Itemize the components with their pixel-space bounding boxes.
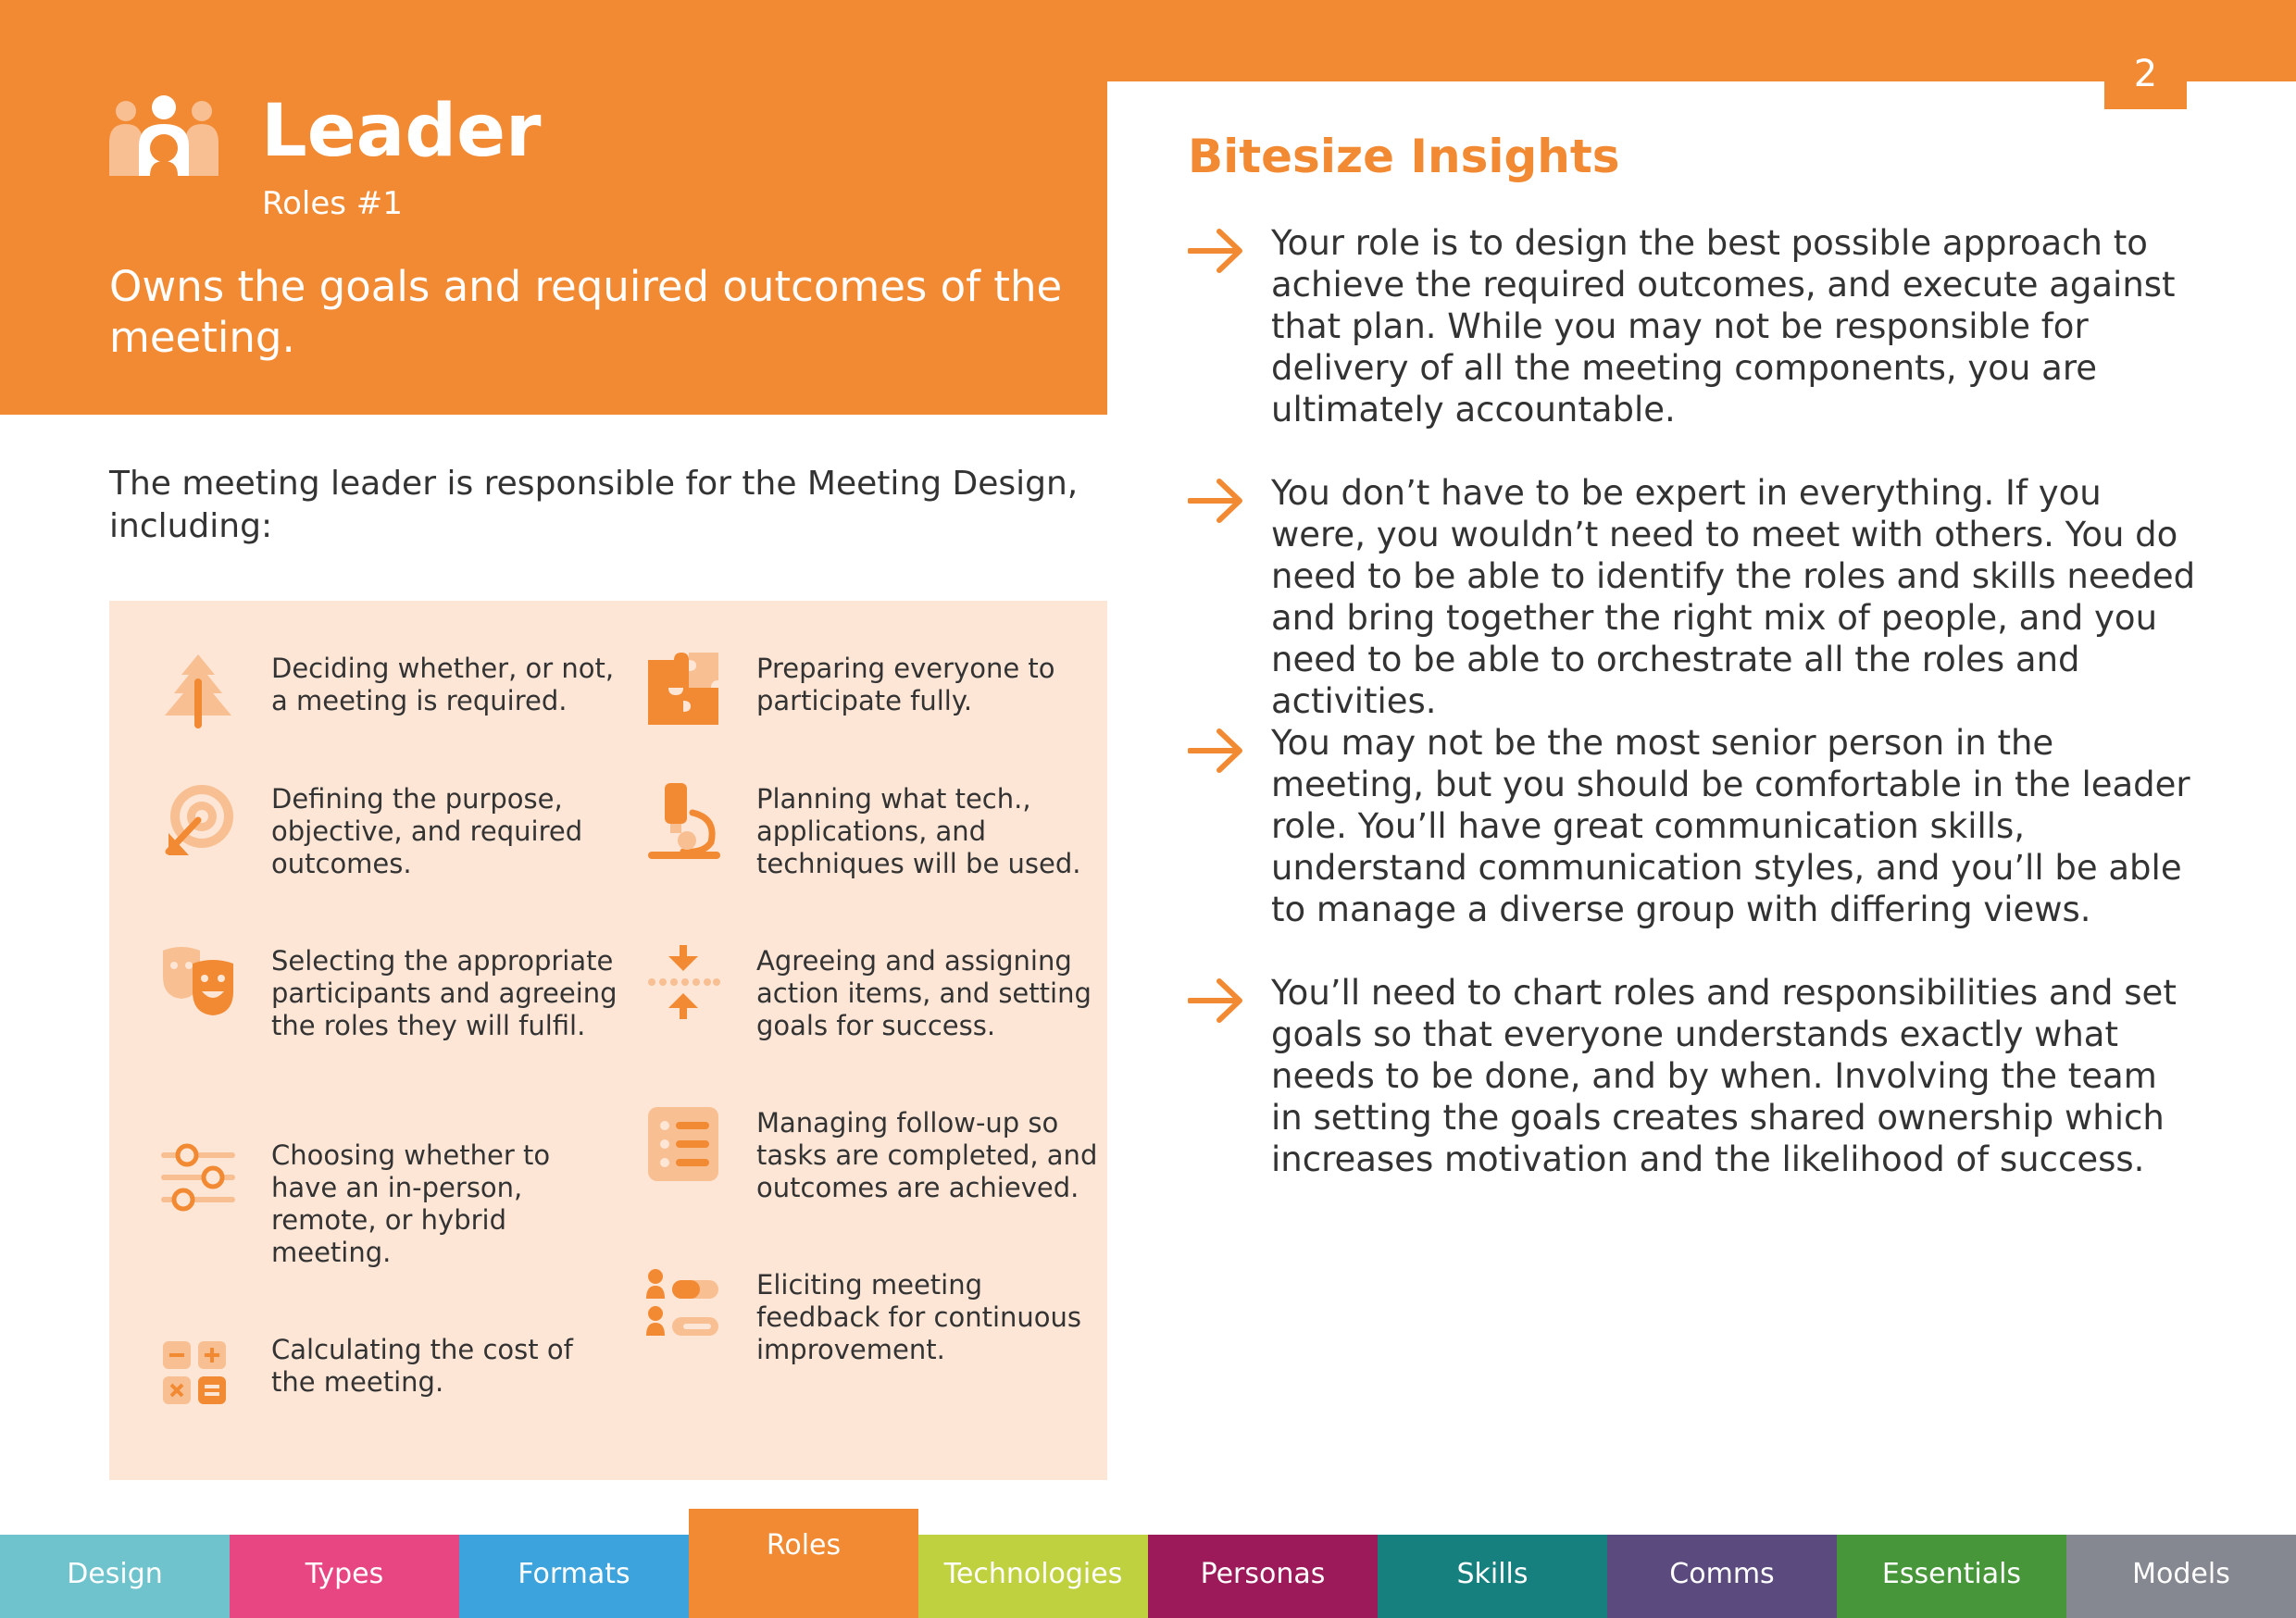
group-people-icon <box>107 94 220 176</box>
responsibility-text: Choosing whether to have an in-person, remote, or hybrid meeting. <box>271 1139 551 1268</box>
arrow-right-icon <box>1188 228 1245 274</box>
arrow-right-icon <box>1188 977 1245 1024</box>
nav-tab-types[interactable]: Types <box>230 1535 459 1618</box>
insight-text: You may not be the most senior person in the meeting, but you should be comfortable in the leader role. You’ll have great communication skills, understand communication styles, and you’ll be able to manage a diverse group with differing views. <box>1271 723 2190 929</box>
tree-icon <box>161 651 235 730</box>
responsibility-text: Planning what tech., applications, and techniques will be used. <box>756 783 1081 879</box>
nav-tab-essentials[interactable]: Essentials <box>1837 1535 2066 1618</box>
section-nav <box>0 1509 2296 1618</box>
responsibility-text: Selecting the appropriate participants and agreeing the roles they will fulfil. <box>271 945 618 1041</box>
nav-tab-comms[interactable]: Comms <box>1607 1535 1837 1618</box>
insight-text: You’ll need to chart roles and responsibilities and set goals so that everyone understands exactly what needs to be done, and by when. Involving the team in setting the goals creates shared ownership which increases motivation and the likelihood of success. <box>1271 973 2177 1179</box>
insights-heading: Bitesize Insights <box>1188 130 1620 183</box>
microscope-icon <box>646 781 720 861</box>
nav-tab-skills[interactable]: Skills <box>1378 1535 1607 1618</box>
responsibility-text: Preparing everyone to participate fully. <box>756 653 1055 716</box>
responsibility-text: Defining the purpose, objective, and required outcomes. <box>271 783 583 879</box>
nav-tab-models[interactable]: Models <box>2066 1535 2296 1618</box>
responsibilities-panel <box>109 601 1107 1480</box>
puzzle-icon <box>646 651 720 730</box>
converge-arrows-icon <box>646 943 720 1023</box>
responsibility-text: Calculating the cost of the meeting. <box>271 1334 573 1398</box>
sliders-icon <box>161 1138 235 1217</box>
feedback-icon <box>646 1267 720 1347</box>
page-title: Leader <box>261 90 542 173</box>
calculator-icon <box>161 1332 235 1412</box>
responsibility-text: Managing follow-up so tasks are completed, and outcomes are achieved. <box>756 1107 1098 1203</box>
arrow-right-icon <box>1188 478 1245 524</box>
role-description: Owns the goals and required outcomes of the meeting. <box>109 262 1063 362</box>
responsibility-text: Eliciting meeting feedback for continuous improvement. <box>756 1269 1082 1365</box>
insight-text: You don’t have to be expert in everything. If you were, you wouldn’t need to meet with others. You do need to be able to identify the roles and skills needed and bring together the right mix of people, and you need to be able to orchestrate all the roles and activities. <box>1271 473 2196 721</box>
nav-tab-roles[interactable]: Roles <box>689 1509 918 1618</box>
nav-tab-formats[interactable]: Formats <box>459 1535 689 1618</box>
target-icon <box>161 781 235 861</box>
arrow-right-icon <box>1188 728 1245 774</box>
intro-text: The meeting leader is responsible for the Meeting Design, including: <box>109 465 1079 546</box>
nav-tab-personas[interactable]: Personas <box>1148 1535 1378 1618</box>
page-subtitle: Roles #1 <box>262 185 403 222</box>
checklist-icon <box>646 1105 720 1185</box>
responsibility-text: Agreeing and assigning action items, and setting goals for success. <box>756 945 1092 1041</box>
insight-text: Your role is to design the best possible approach to achieve the required outcomes, and execute against that plan. While you may not be responsible for delivery of all the meeting components, you are ultimately accountable. <box>1271 223 2176 429</box>
top-banner <box>0 0 2296 81</box>
theater-masks-icon <box>161 943 235 1023</box>
page-number: 2 <box>2104 44 2187 109</box>
nav-tab-technologies[interactable]: Technologies <box>918 1535 1148 1618</box>
nav-tab-design[interactable]: Design <box>0 1535 230 1618</box>
responsibility-text: Deciding whether, or not, a meeting is required. <box>271 653 615 716</box>
